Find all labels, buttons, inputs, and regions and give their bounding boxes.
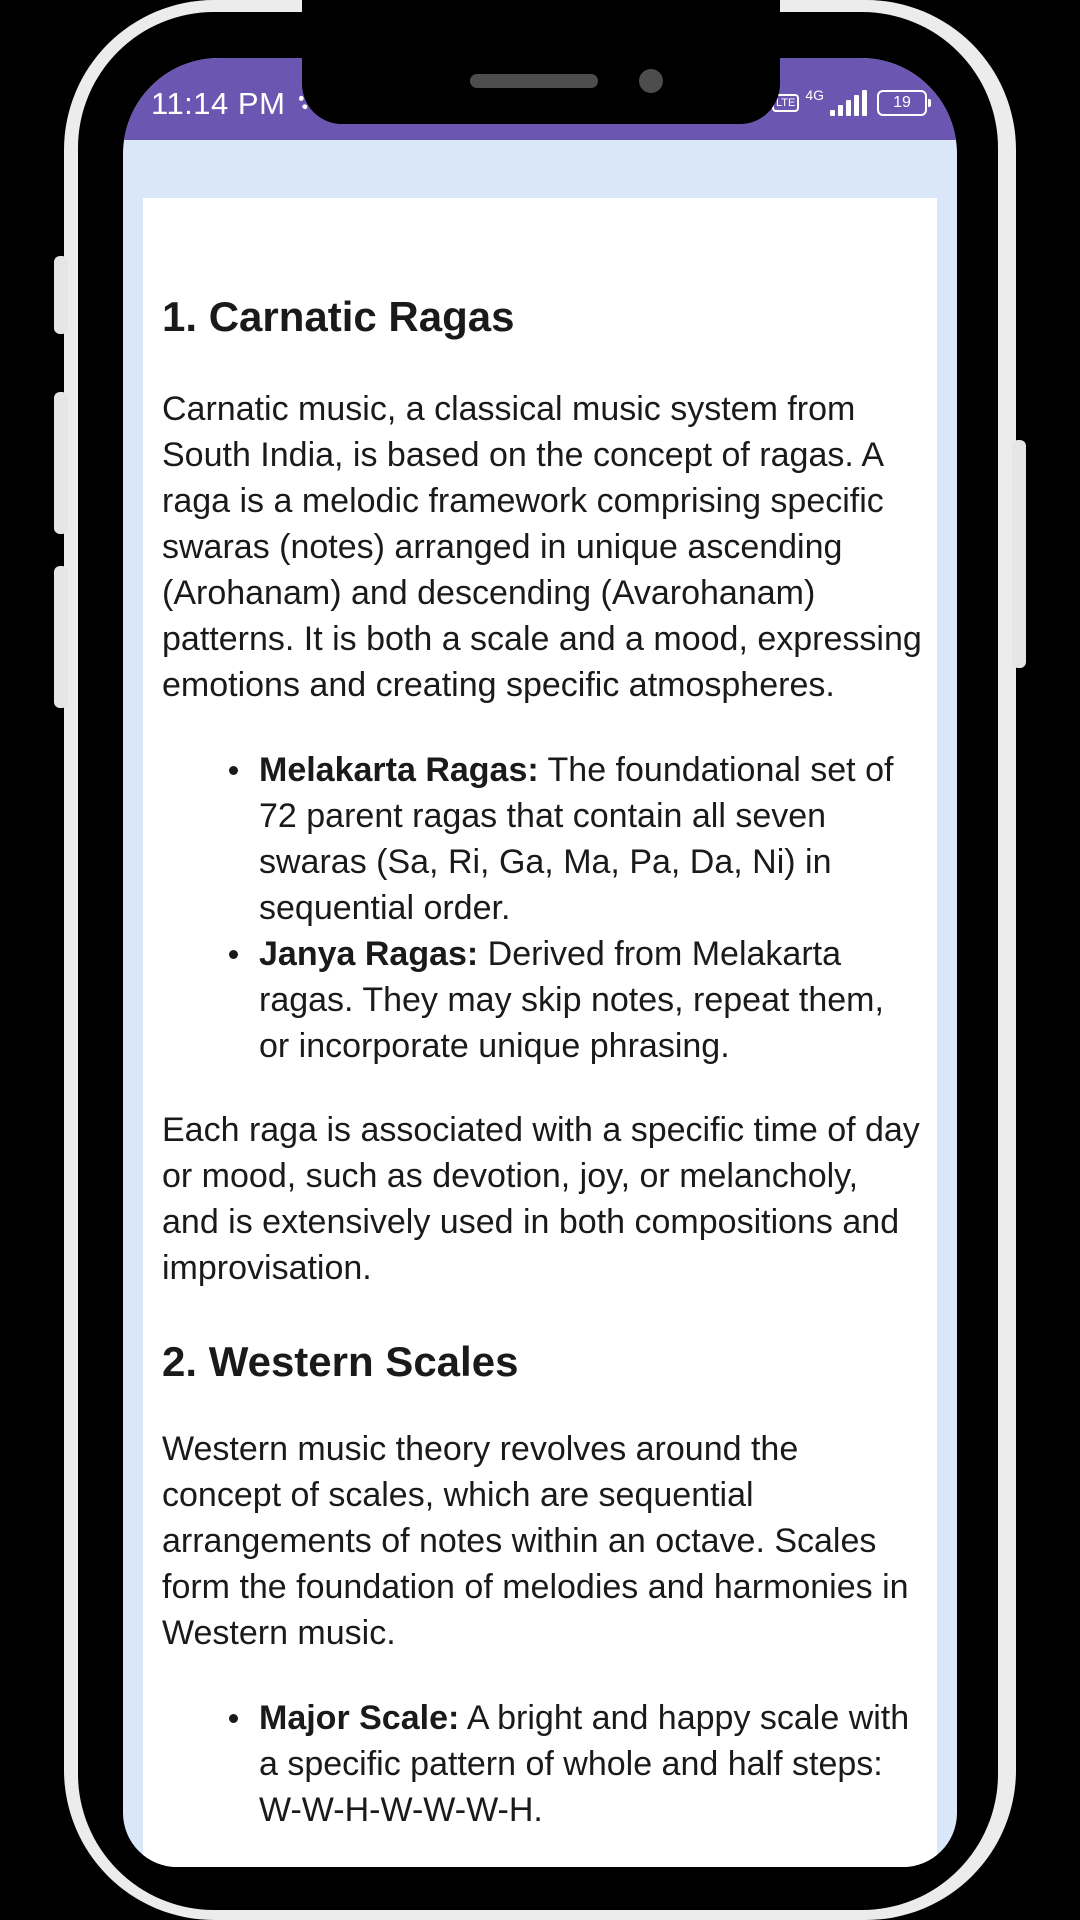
article-card (143, 198, 937, 1867)
lte-icon: LTE (772, 94, 799, 112)
screen (123, 58, 957, 1867)
western-intro: Western music theory revolves around the concept of scales, which are sequential arrangements of notes within an octave. Scales form the foundation of melodies and harmonies in Western music. (162, 1429, 909, 1652)
battery-icon: 19 (877, 90, 927, 116)
list-item-text: Derived from Melakarta ragas. They may skip notes, repeat them, or incorporate unique phrasing. (259, 935, 884, 1066)
western-list (162, 1695, 922, 1833)
section-heading-western: 2. Western Scales (162, 1338, 519, 1386)
list-item-term: Major Scale: (259, 1698, 460, 1737)
list-item-term: Melakarta Ragas: (259, 751, 539, 790)
carnatic-intro: Carnatic music, a classical music system from South India, is based on the concept of ragas. A raga is a melodic framework comprising specific swaras (notes) arranged in unique ascending (Arohanam) and descending (Avarohanam) patterns. It is both a scale and a mood, expressing emotions and creating specific atmospheres. (162, 390, 922, 705)
status-icons (772, 86, 927, 120)
list-item-term: Janya Ragas: (259, 935, 479, 974)
front-camera (639, 69, 663, 93)
list-item (259, 747, 922, 931)
section-heading-carnatic: 1. Carnatic Ragas (162, 293, 515, 340)
network-type: 4G (805, 87, 824, 103)
list-item (259, 931, 922, 1069)
carnatic-outro: Each raga is associated with a specific time of day or mood, such as devotion, joy, or melancholy, and is extensively used in both compositions and improvisation. (162, 1111, 920, 1288)
volume-down-button (54, 566, 68, 708)
volume-button (54, 256, 68, 334)
list-item-text: A bright and happy scale with a specific pattern of whole and half steps: W-W-H-W-W-W-H. (259, 1698, 910, 1829)
camera-notch (302, 0, 780, 124)
signal-icon (830, 90, 867, 116)
power-button (1012, 440, 1026, 668)
speaker-grille (470, 74, 598, 88)
article-content (162, 198, 922, 1833)
status-time: 11:14 PM (151, 86, 286, 121)
volume-up-button (54, 392, 68, 534)
carnatic-list (162, 747, 922, 1069)
list-item-text: The foundational set of 72 parent ragas that contain all seven swaras (Sa, Ri, Ga, Ma, Pa, Da, Ni) in sequential order. (259, 751, 894, 928)
list-item (259, 1695, 922, 1833)
